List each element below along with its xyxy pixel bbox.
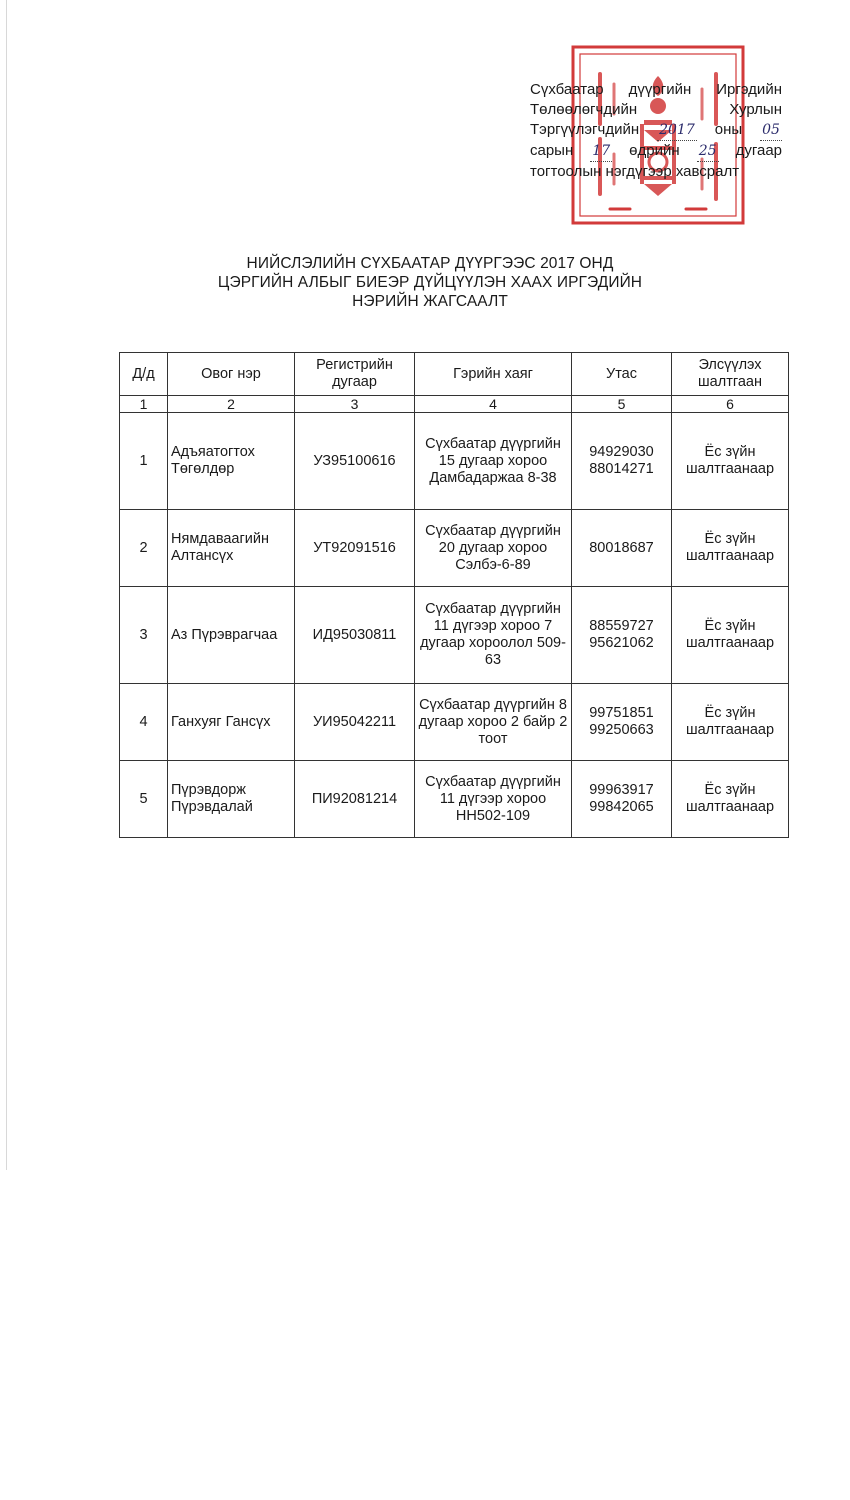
column-number: 6: [672, 396, 789, 413]
approval-word: Хурлын: [729, 101, 782, 118]
column-number: 4: [415, 396, 572, 413]
approval-word: өдрийн: [629, 142, 680, 159]
approval-word: Иргэдийн: [716, 81, 782, 98]
header-cell: Гэрийн хаяг: [415, 353, 572, 396]
scan-edge: [6, 0, 7, 1170]
phone-number: 95621062: [589, 635, 654, 651]
citizen-name: Пүрэвдорж Пүрэвдалай: [168, 761, 295, 838]
table-row: [120, 684, 789, 761]
handwritten-year: 2017: [657, 120, 697, 141]
column-number: 1: [120, 396, 168, 413]
register-number: УИ95042211: [295, 684, 415, 761]
handwritten-day: 17: [590, 141, 612, 162]
home-address: Сүхбаатар дүүргийн 8 дугаар хороо 2 байр 2 тоот: [415, 684, 572, 761]
phone-number: 88559727: [589, 618, 654, 634]
citizen-name: Адъяатогтох Төгөлдөр: [168, 413, 295, 510]
enlistment-reason: Ёс зүйн шалтгаанаар: [672, 684, 789, 761]
phone-number: 99250663: [589, 722, 654, 738]
register-number: ИД95030811: [295, 587, 415, 684]
enlistment-reason: Ёс зүйн шалтгаанаар: [672, 510, 789, 587]
home-address: Сүхбаатар дүүргийн 11 дүгээр хороо 7 дугаар хороолол 509-63: [415, 587, 572, 684]
home-address: Сүхбаатар дүүргийн 20 дугаар хороо Сэлбэ-6-89: [415, 510, 572, 587]
header-cell: Д/д: [120, 353, 168, 396]
document-title: [180, 254, 680, 311]
register-number: УЗ95100616: [295, 413, 415, 510]
phone-cell: [572, 761, 672, 838]
citizen-list-table: [119, 352, 789, 838]
table-row: [120, 510, 789, 587]
title-line-1: НИЙСЛЭЛИЙН СҮХБААТАР ДҮҮРГЭЭС 2017 ОНД: [246, 255, 614, 272]
handwritten-month: 05: [760, 120, 782, 141]
approval-word: Тэргүүлэгчдийн: [530, 121, 640, 138]
header-cell: Элсүүлэх шалтгаан: [672, 353, 789, 396]
phone-cell: [572, 413, 672, 510]
phone-number: 99963917: [589, 782, 654, 798]
phone-cell: [572, 684, 672, 761]
register-number: ПИ92081214: [295, 761, 415, 838]
column-number-row: [120, 396, 789, 413]
home-address: Сүхбаатар дүүргийн 11 дүгээр хороо НН502-109: [415, 761, 572, 838]
approval-word: Сүхбаатар: [530, 81, 604, 98]
enlistment-reason: Ёс зүйн шалтгаанаар: [672, 761, 789, 838]
title-line-3: НЭРИЙН ЖАГСААЛТ: [352, 293, 508, 310]
row-number: 1: [120, 413, 168, 510]
approval-note: [530, 80, 782, 182]
phone-number: 88014271: [589, 461, 654, 477]
header-cell: Утас: [572, 353, 672, 396]
phone-number: 99751851: [589, 705, 654, 721]
column-number: 3: [295, 396, 415, 413]
approval-word: тогтоолын нэгдүгээр хавсралт: [530, 163, 740, 180]
phone-cell: [572, 510, 672, 587]
row-number: 4: [120, 684, 168, 761]
citizen-name: Нямдаваагийн Алтансүх: [168, 510, 295, 587]
approval-word: дугаар: [735, 142, 782, 159]
register-number: УТ92091516: [295, 510, 415, 587]
phone-cell: [572, 587, 672, 684]
column-number: 5: [572, 396, 672, 413]
header-cell: Регистрийн дугаар: [295, 353, 415, 396]
row-number: 3: [120, 587, 168, 684]
approval-word: оны: [714, 121, 743, 138]
citizen-name: Аз Пүрэврагчаа: [168, 587, 295, 684]
phone-number: 99842065: [589, 799, 654, 815]
header-cell: Овог нэр: [168, 353, 295, 396]
citizen-name: Ганхуяг Гансүх: [168, 684, 295, 761]
table-row: [120, 587, 789, 684]
column-number: 2: [168, 396, 295, 413]
row-number: 5: [120, 761, 168, 838]
approval-word: дүүргийн: [628, 81, 692, 98]
table-header-row: [120, 353, 789, 396]
enlistment-reason: Ёс зүйн шалтгаанаар: [672, 413, 789, 510]
enlistment-reason: Ёс зүйн шалтгаанаар: [672, 587, 789, 684]
approval-word: сарын: [530, 142, 574, 159]
row-number: 2: [120, 510, 168, 587]
phone-number: 80018687: [589, 539, 654, 556]
approval-word: Төлөөлөгчдийн: [530, 101, 638, 118]
home-address: Сүхбаатар дүүргийн 15 дугаар хороо Дамбадаржаа 8-38: [415, 413, 572, 510]
title-line-2: ЦЭРГИЙН АЛБЫГ БИЕЭР ДҮЙЦҮҮЛЭН ХААХ ИРГЭДИЙН: [217, 274, 643, 291]
handwritten-number: 25: [697, 141, 719, 162]
table-row: [120, 761, 789, 838]
phone-number: 94929030: [589, 444, 654, 460]
table-row: [120, 413, 789, 510]
